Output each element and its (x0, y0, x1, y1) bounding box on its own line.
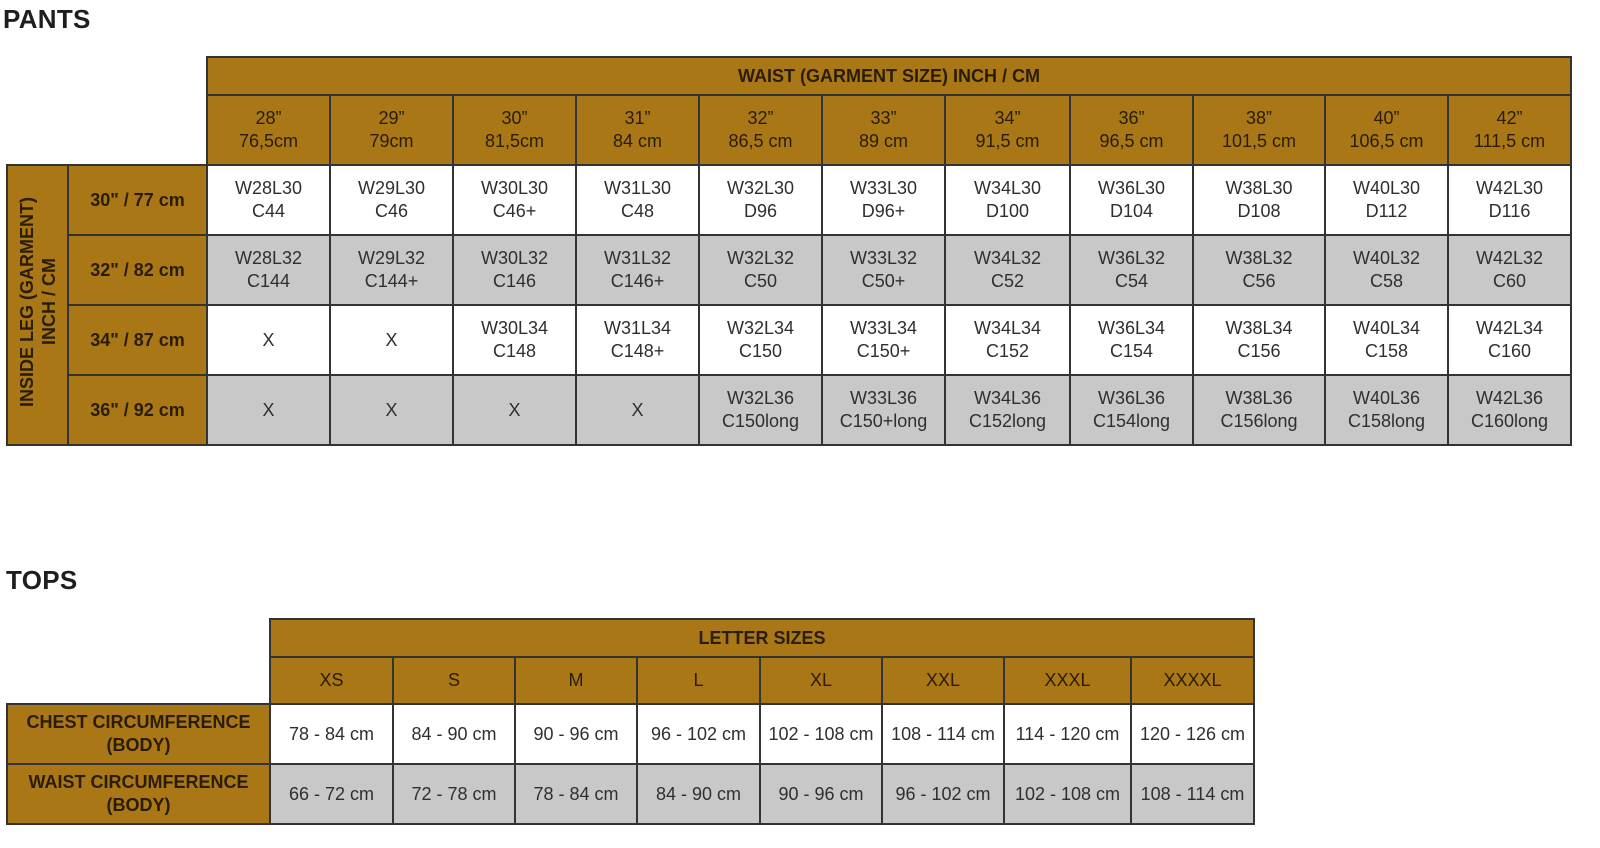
pants-size-cell: W29L30 C46 (330, 165, 453, 235)
pants-size-cell: X (330, 375, 453, 445)
letter-size-header: XXXXL (1131, 657, 1254, 704)
pants-size-cell: W38L36 C156long (1193, 375, 1325, 445)
pants-size-cell: W36L30 D104 (1070, 165, 1193, 235)
tops-corner-blank (7, 619, 270, 657)
tops-size-cell: 72 - 78 cm (393, 764, 515, 824)
letter-size-header: XXXL (1004, 657, 1131, 704)
pants-size-cell: W32L34 C150 (699, 305, 822, 375)
tops-size-cell: 108 - 114 cm (1131, 764, 1254, 824)
tops-corner-blank (7, 657, 270, 704)
pants-size-cell: W30L30 C46+ (453, 165, 576, 235)
pants-size-cell: W32L36 C150long (699, 375, 822, 445)
pants-size-cell: W33L30 D96+ (822, 165, 945, 235)
pants-size-cell: W40L36 C158long (1325, 375, 1448, 445)
pants-size-cell: W42L32 C60 (1448, 235, 1571, 305)
tops-size-cell: 84 - 90 cm (393, 704, 515, 764)
tops-size-cell: 90 - 96 cm (760, 764, 882, 824)
waist-size-header: 30” 81,5cm (453, 95, 576, 165)
letter-sizes-header: LETTER SIZES (270, 619, 1254, 657)
pants-size-cell: W31L32 C146+ (576, 235, 699, 305)
pants-size-cell: W33L32 C50+ (822, 235, 945, 305)
pants-size-cell: W31L34 C148+ (576, 305, 699, 375)
pants-size-cell: W40L32 C58 (1325, 235, 1448, 305)
waist-header: WAIST (GARMENT SIZE) INCH / CM (207, 57, 1571, 95)
pants-corner-blank (7, 95, 207, 165)
pants-size-cell: X (330, 305, 453, 375)
tops-size-cell: 96 - 102 cm (882, 764, 1004, 824)
waist-size-header: 29” 79cm (330, 95, 453, 165)
tops-size-table (6, 618, 1255, 825)
pants-size-cell: W32L30 D96 (699, 165, 822, 235)
pants-size-cell: W36L32 C54 (1070, 235, 1193, 305)
pants-size-cell: W34L36 C152long (945, 375, 1070, 445)
pants-size-table (6, 56, 1572, 446)
tops-size-cell: 84 - 90 cm (637, 764, 760, 824)
waist-size-header: 40” 106,5 cm (1325, 95, 1448, 165)
pants-size-cell: W38L32 C56 (1193, 235, 1325, 305)
pants-size-row (7, 375, 1571, 445)
pants-size-cell: W42L34 C160 (1448, 305, 1571, 375)
tops-size-cell: 102 - 108 cm (760, 704, 882, 764)
waist-size-header: 28” 76,5cm (207, 95, 330, 165)
tops-size-cell: 66 - 72 cm (270, 764, 393, 824)
inside-leg-header (7, 165, 68, 445)
pants-size-cell: W34L32 C52 (945, 235, 1070, 305)
letter-size-header: XS (270, 657, 393, 704)
inside-leg-size: 30" / 77 cm (68, 165, 207, 235)
tops-size-cell: 78 - 84 cm (270, 704, 393, 764)
pants-section-title: PANTS (3, 4, 91, 34)
pants-corner-blank (7, 57, 207, 95)
pants-size-cell: W34L34 C152 (945, 305, 1070, 375)
inside-leg-size: 32" / 82 cm (68, 235, 207, 305)
tops-size-cell: 114 - 120 cm (1004, 704, 1131, 764)
pants-size-cell: W42L36 C160long (1448, 375, 1571, 445)
measurement-label: CHEST CIRCUMFERENCE (BODY) (7, 704, 270, 764)
pants-size-cell: W33L34 C150+ (822, 305, 945, 375)
pants-size-cell: W31L30 C48 (576, 165, 699, 235)
waist-size-header: 33” 89 cm (822, 95, 945, 165)
inside-leg-size: 36" / 92 cm (68, 375, 207, 445)
pants-size-cell: W38L34 C156 (1193, 305, 1325, 375)
waist-size-header: 34” 91,5 cm (945, 95, 1070, 165)
tops-section-title: TOPS (6, 565, 78, 595)
measurement-label: WAIST CIRCUMFERENCE (BODY) (7, 764, 270, 824)
waist-size-header: 32” 86,5 cm (699, 95, 822, 165)
pants-size-cell: W28L32 C144 (207, 235, 330, 305)
pants-size-cell: W28L30 C44 (207, 165, 330, 235)
letter-size-header: S (393, 657, 515, 704)
tops-measure-row (7, 704, 1254, 764)
pants-size-cell: X (576, 375, 699, 445)
waist-size-header: 38” 101,5 cm (1193, 95, 1325, 165)
pants-size-row (7, 235, 1571, 305)
pants-size-cell: X (207, 305, 330, 375)
letter-size-header: XXL (882, 657, 1004, 704)
inside-leg-size: 34" / 87 cm (68, 305, 207, 375)
letter-size-header: L (637, 657, 760, 704)
pants-size-row (7, 305, 1571, 375)
waist-size-header: 42” 111,5 cm (1448, 95, 1571, 165)
pants-size-cell: W42L30 D116 (1448, 165, 1571, 235)
pants-size-cell: W40L34 C158 (1325, 305, 1448, 375)
letter-size-header: M (515, 657, 637, 704)
tops-size-cell: 96 - 102 cm (637, 704, 760, 764)
pants-size-row (7, 165, 1571, 235)
pants-size-cell: W36L34 C154 (1070, 305, 1193, 375)
pants-size-cell: W29L32 C144+ (330, 235, 453, 305)
tops-measure-row (7, 764, 1254, 824)
pants-size-cell: X (207, 375, 330, 445)
pants-size-cell: W33L36 C150+long (822, 375, 945, 445)
waist-size-header: 36” 96,5 cm (1070, 95, 1193, 165)
pants-size-cell: W30L34 C148 (453, 305, 576, 375)
tops-size-cell: 90 - 96 cm (515, 704, 637, 764)
pants-size-cell: W40L30 D112 (1325, 165, 1448, 235)
pants-size-cell: X (453, 375, 576, 445)
tops-size-cell: 120 - 126 cm (1131, 704, 1254, 764)
inside-leg-header-text: INSIDE LEG (GARMENT) INCH / CM (16, 197, 59, 407)
pants-size-cell: W34L30 D100 (945, 165, 1070, 235)
pants-size-cell: W32L32 C50 (699, 235, 822, 305)
pants-size-cell: W30L32 C146 (453, 235, 576, 305)
pants-size-cell: W36L36 C154long (1070, 375, 1193, 445)
waist-size-header: 31” 84 cm (576, 95, 699, 165)
tops-size-cell: 78 - 84 cm (515, 764, 637, 824)
pants-size-cell: W38L30 D108 (1193, 165, 1325, 235)
tops-size-cell: 102 - 108 cm (1004, 764, 1131, 824)
letter-size-header: XL (760, 657, 882, 704)
tops-size-cell: 108 - 114 cm (882, 704, 1004, 764)
